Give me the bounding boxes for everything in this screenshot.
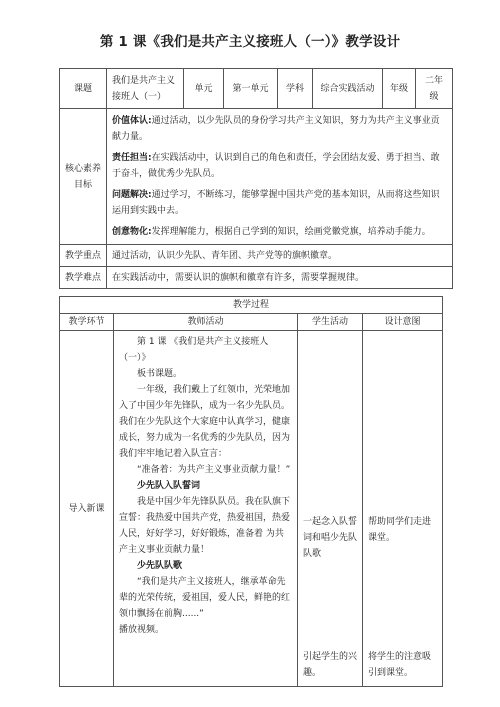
grade-label: 年级 bbox=[383, 69, 416, 109]
goal-item bbox=[112, 113, 447, 145]
col-teacher: 教师活动 bbox=[114, 314, 298, 331]
goal-key: 创意物化: bbox=[112, 227, 152, 237]
page-title: 第 1 课《我们是共产主义接班人（一）》教学设计 bbox=[99, 34, 401, 50]
info-table bbox=[59, 68, 453, 289]
student-text: 引起学生的兴趣。 bbox=[303, 652, 358, 678]
process-header: 教学过程 bbox=[60, 297, 443, 314]
goal-item bbox=[112, 150, 447, 182]
col-student: 学生活动 bbox=[298, 314, 363, 331]
col-stage: 教学环节 bbox=[60, 314, 114, 331]
goal-key: 责任担当: bbox=[112, 153, 152, 163]
key-points-label: 教学重点 bbox=[60, 245, 107, 267]
goal-item bbox=[112, 187, 447, 219]
intent-text: 帮助同学们走进课堂。 bbox=[368, 517, 432, 543]
student-activity bbox=[298, 331, 363, 687]
subject-value: 综合实践活动 bbox=[313, 69, 383, 109]
goal-text: 发挥理解能力，根据自己学到的知识，绘画党徽党旗，培养动手能力。 bbox=[151, 227, 431, 237]
anthem-heading: 少先队队歌 bbox=[137, 561, 183, 571]
course-label: 课题 bbox=[60, 69, 107, 109]
goal-key: 问题解决: bbox=[112, 190, 152, 200]
goal-text: 通过活动，以少先队员的身份学习共产主义知识，努力为共产主义事业贡献力量。 bbox=[112, 116, 440, 142]
teacher-lesson-title: 第 1 课 《我们是共产主义接班人（一）》 bbox=[119, 337, 269, 363]
teacher-paragraph: 播放视频。 bbox=[119, 625, 165, 635]
teacher-paragraph: 一年级，我们戴上了红领巾，光荣地加入了中国少年先锋队，成为一名少先队员。我们在少先队这个大家庭中认真学习，健康成长，努力成为一名优秀的少先队员，因为我们牢牢地记着入队宣言： bbox=[119, 385, 291, 459]
unit-value: 第一单元 bbox=[224, 69, 278, 109]
difficulties-text: 在实践活动中，需要认识的旗帜和徽章有许多，需要掌握规律。 bbox=[107, 267, 453, 289]
stage-intro: 导入新课 bbox=[60, 331, 114, 687]
goal-item bbox=[112, 224, 447, 240]
goal-text: 在实践活动中，认识到自己的角色和责任，学会团结友爱、勇于担当、敢于奋斗，做优秀少先队员。 bbox=[112, 153, 440, 179]
teacher-activity bbox=[114, 331, 298, 687]
difficulties-label: 教学难点 bbox=[60, 267, 107, 289]
goals-label: 核心素养目标 bbox=[60, 109, 107, 245]
student-text: 一起念入队誓词和唱少先队队歌 bbox=[303, 517, 358, 559]
subject-label: 学科 bbox=[278, 69, 313, 109]
teacher-paragraph: 板书课题。 bbox=[137, 369, 183, 379]
process-table bbox=[59, 296, 443, 687]
intent-text: 将学生的注意吸引到课堂。 bbox=[368, 652, 432, 678]
goals-content bbox=[107, 109, 453, 245]
teacher-paragraph: “准备着：为共产主义事业贡献力量！” bbox=[137, 465, 291, 475]
oath-text: 我是中国少年先锋队队员。我在队旗下宣誓：我热爱中国共产党，热爱祖国，热爱人民，好好学习，好好锻炼，准备着 为共产主义事业贡献力量！ bbox=[119, 497, 291, 555]
design-intent bbox=[363, 331, 443, 687]
goal-text: 通过学习，不断练习，能够掌握中国共产党的基本知识，从而将这些知识运用到实践中去。 bbox=[112, 190, 440, 216]
anthem-text: “我们是共产主义接班人，继承革命先辈的光荣传统，爱祖国，爱人民，鲜艳的红领巾飘扬在前胸......” bbox=[119, 577, 291, 619]
key-points-text: 通过活动，认识少先队、青年团、共产党等的旗帜徽章。 bbox=[107, 245, 453, 267]
unit-label: 单元 bbox=[184, 69, 224, 109]
oath-heading: 少先队入队誓词 bbox=[137, 481, 201, 491]
col-intent: 设计意图 bbox=[363, 314, 443, 331]
course-value: 我们是共产主义接班人（一） bbox=[107, 69, 184, 109]
goal-key: 价值体认: bbox=[112, 116, 152, 126]
grade-value: 二年级 bbox=[416, 69, 453, 109]
